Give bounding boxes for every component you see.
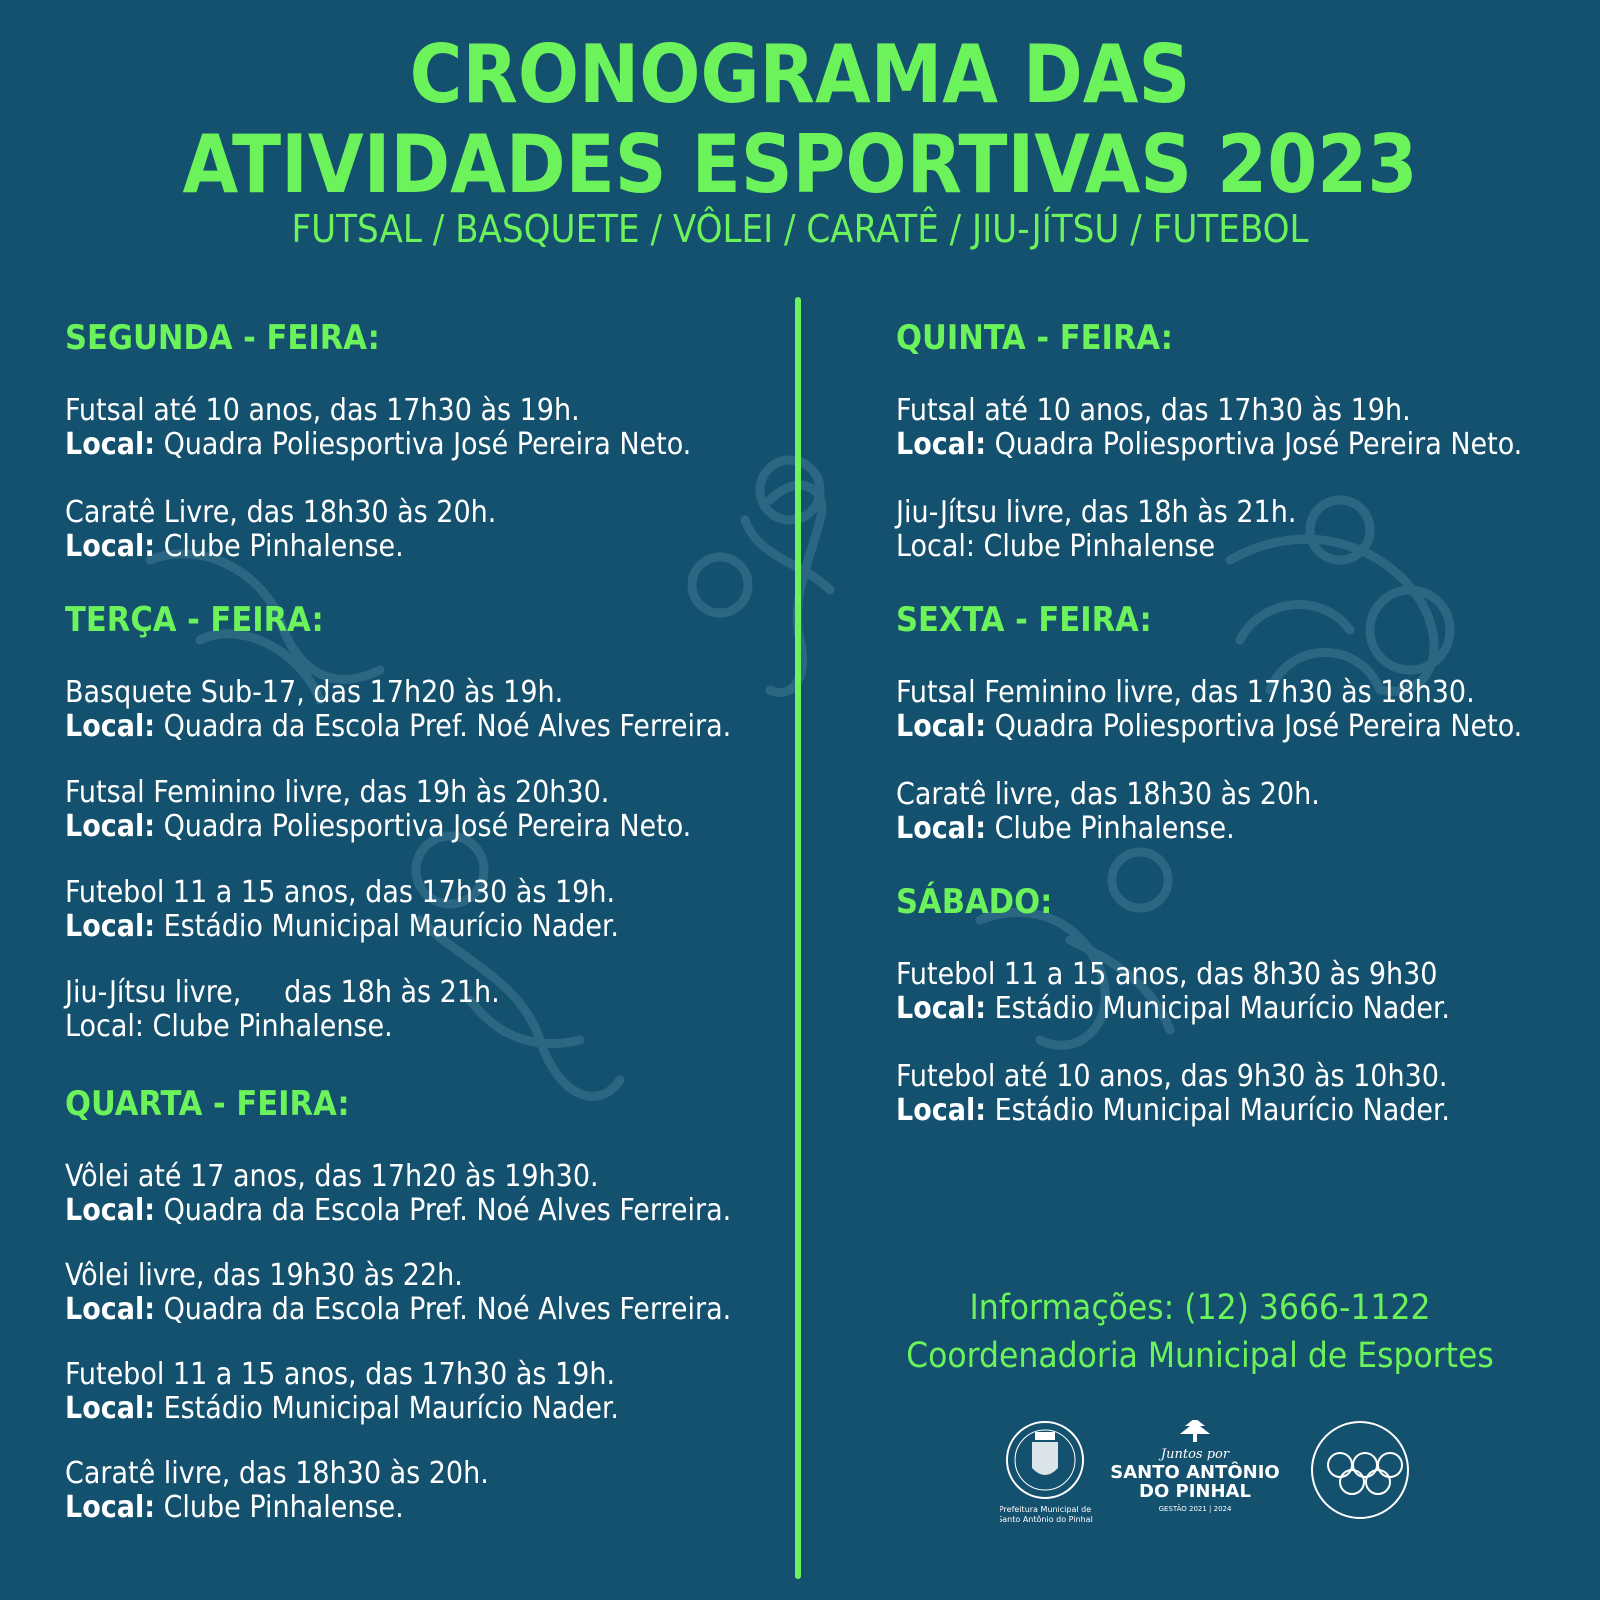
day-section-segunda xyxy=(65,318,785,564)
activity-location xyxy=(65,1491,785,1525)
location-value: Quadra Poliesportiva José Pereira Neto. xyxy=(155,809,692,844)
activity-location: Local: Clube Pinhalense. xyxy=(65,1009,393,1044)
activity-location xyxy=(65,1392,785,1426)
location-label: Local: xyxy=(65,709,155,744)
location-value: Clube Pinhalense. xyxy=(986,811,1235,846)
activity-text: Futsal até 10 anos, das 17h30 às 19h. xyxy=(65,393,580,428)
activity-text: Vôlei livre, das 19h30 às 22h. xyxy=(65,1258,463,1293)
activity-text: Caratê livre, das 18h30 às 20h. xyxy=(65,1456,489,1491)
page-title-line1: CRONOGRAMA DAS xyxy=(409,28,1191,121)
location-label: Local: xyxy=(65,1490,155,1525)
location-value: Quadra Poliesportiva José Pereira Neto. xyxy=(155,427,692,462)
location-label: Local: xyxy=(65,427,155,462)
activity-text: Jiu-Jítsu livre, das 18h às 21h. xyxy=(65,975,500,1010)
activity-location xyxy=(65,810,785,844)
day-section-sabado xyxy=(896,882,1586,1128)
location-label: Local: xyxy=(65,909,155,944)
activity-text: Vôlei até 17 anos, das 17h20 às 19h30. xyxy=(65,1159,599,1194)
day-heading: QUARTA - FEIRA: xyxy=(65,1084,350,1124)
location-value: Quadra Poliesportiva José Pereira Neto. xyxy=(986,709,1523,744)
logos-art xyxy=(1000,1420,1460,1530)
activity-text: Futebol 11 a 15 anos, das 17h30 às 19h. xyxy=(65,1357,616,1392)
prefeitura-crest-logo xyxy=(1000,1422,1093,1524)
location-label: Local: xyxy=(65,1391,155,1426)
coordenadoria-seal-logo xyxy=(1312,1422,1408,1518)
location-label: Local: xyxy=(65,1193,155,1228)
santo-antonio-logo xyxy=(1110,1420,1279,1513)
activity-text: Futebol 11 a 15 anos, das 8h30 às 9h30 xyxy=(896,957,1438,992)
column-divider xyxy=(795,297,801,1579)
location-label: Local: xyxy=(896,709,986,744)
location-label: Local: xyxy=(896,991,986,1026)
page-title-line2: ATIVIDADES ESPORTIVAS 2023 xyxy=(182,118,1418,211)
activity-text: Futsal Feminino livre, das 19h às 20h30. xyxy=(65,775,610,810)
schedule-right-column xyxy=(896,318,1586,1128)
day-heading: SEXTA - FEIRA: xyxy=(896,600,1152,640)
location-value: Quadra Poliesportiva José Pereira Neto. xyxy=(986,427,1523,462)
day-section-terca xyxy=(65,600,785,1044)
juntos-text: Juntos por xyxy=(1160,1447,1230,1462)
location-label: Local: xyxy=(896,1093,986,1128)
location-value: Estádio Municipal Maurício Nader. xyxy=(986,1093,1450,1128)
sports-subtitle: FUTSAL / BASQUETE / VÔLEI / CARATÊ / JIU-JÍTSU / FUTEBOL xyxy=(291,207,1309,251)
activity-text: Futebol 11 a 15 anos, das 17h30 às 19h. xyxy=(65,875,616,910)
activity-location xyxy=(65,910,785,944)
gestao-text: GESTÃO 2021 | 2024 xyxy=(1158,1505,1232,1513)
activity-location xyxy=(896,992,1586,1026)
activity-location xyxy=(65,710,785,744)
activity-text: Futsal até 10 anos, das 17h30 às 19h. xyxy=(896,393,1411,428)
day-section-sexta xyxy=(896,600,1586,846)
info-phone: Informações: (12) 3666-1122 xyxy=(969,1288,1431,1328)
location-label: Local: xyxy=(65,529,155,564)
location-value: Clube Pinhalense. xyxy=(155,529,404,564)
location-value: Estádio Municipal Maurício Nader. xyxy=(155,1391,619,1426)
day-heading: QUINTA - FEIRA: xyxy=(896,318,1173,358)
location-value: Estádio Municipal Maurício Nader. xyxy=(986,991,1450,1026)
location-value: Quadra da Escola Pref. Noé Alves Ferreira. xyxy=(155,709,732,744)
day-heading: SEGUNDA - FEIRA: xyxy=(65,318,380,358)
activity-location xyxy=(896,710,1586,744)
info-department: Coordenadoria Municipal de Esportes xyxy=(906,1336,1494,1376)
location-label: Local: xyxy=(65,1292,155,1327)
location-value: Quadra da Escola Pref. Noé Alves Ferreira. xyxy=(155,1193,732,1228)
activity-text: Basquete Sub-17, das 17h20 às 19h. xyxy=(65,675,564,710)
location-label: Local: xyxy=(65,809,155,844)
prefeitura-text-line2: Santo Antônio do Pinhal xyxy=(1000,1515,1093,1524)
location-value: Clube Pinhalense. xyxy=(155,1490,404,1525)
prefeitura-text-line1: Prefeitura Municipal de xyxy=(1000,1505,1092,1514)
activity-location xyxy=(65,1293,785,1327)
activity-text: Jiu-Jítsu livre, das 18h às 21h. xyxy=(896,495,1297,530)
day-heading: SÁBADO: xyxy=(896,882,1053,922)
activity-location xyxy=(65,428,785,462)
activity-text: Futebol até 10 anos, das 9h30 às 10h30. xyxy=(896,1059,1448,1094)
location-value: Quadra da Escola Pref. Noé Alves Ferreira. xyxy=(155,1292,732,1327)
location-value: Estádio Municipal Maurício Nader. xyxy=(155,909,619,944)
location-label: Local: xyxy=(896,427,986,462)
activity-location xyxy=(65,530,785,564)
activity-text: Caratê Livre, das 18h30 às 20h. xyxy=(65,495,497,530)
activity-location xyxy=(896,428,1586,462)
activity-location xyxy=(896,1094,1586,1128)
activity-location xyxy=(65,1194,785,1228)
location-label: Local: xyxy=(896,811,986,846)
day-section-quinta xyxy=(896,318,1586,564)
schedule-left-column xyxy=(65,318,785,1525)
city-name-line1: SANTO ANTÔNIO xyxy=(1110,1462,1280,1483)
activity-location: Local: Clube Pinhalense xyxy=(896,529,1216,564)
activity-text: Futsal Feminino livre, das 17h30 às 18h30. xyxy=(896,675,1475,710)
city-name-line2: DO PINHAL xyxy=(1139,1481,1251,1502)
footer-logos xyxy=(1000,1420,1460,1530)
day-section-quarta xyxy=(65,1084,785,1525)
day-heading: TERÇA - FEIRA: xyxy=(65,600,324,640)
activity-text: Caratê livre, das 18h30 às 20h. xyxy=(896,777,1320,812)
activity-location xyxy=(896,812,1586,846)
